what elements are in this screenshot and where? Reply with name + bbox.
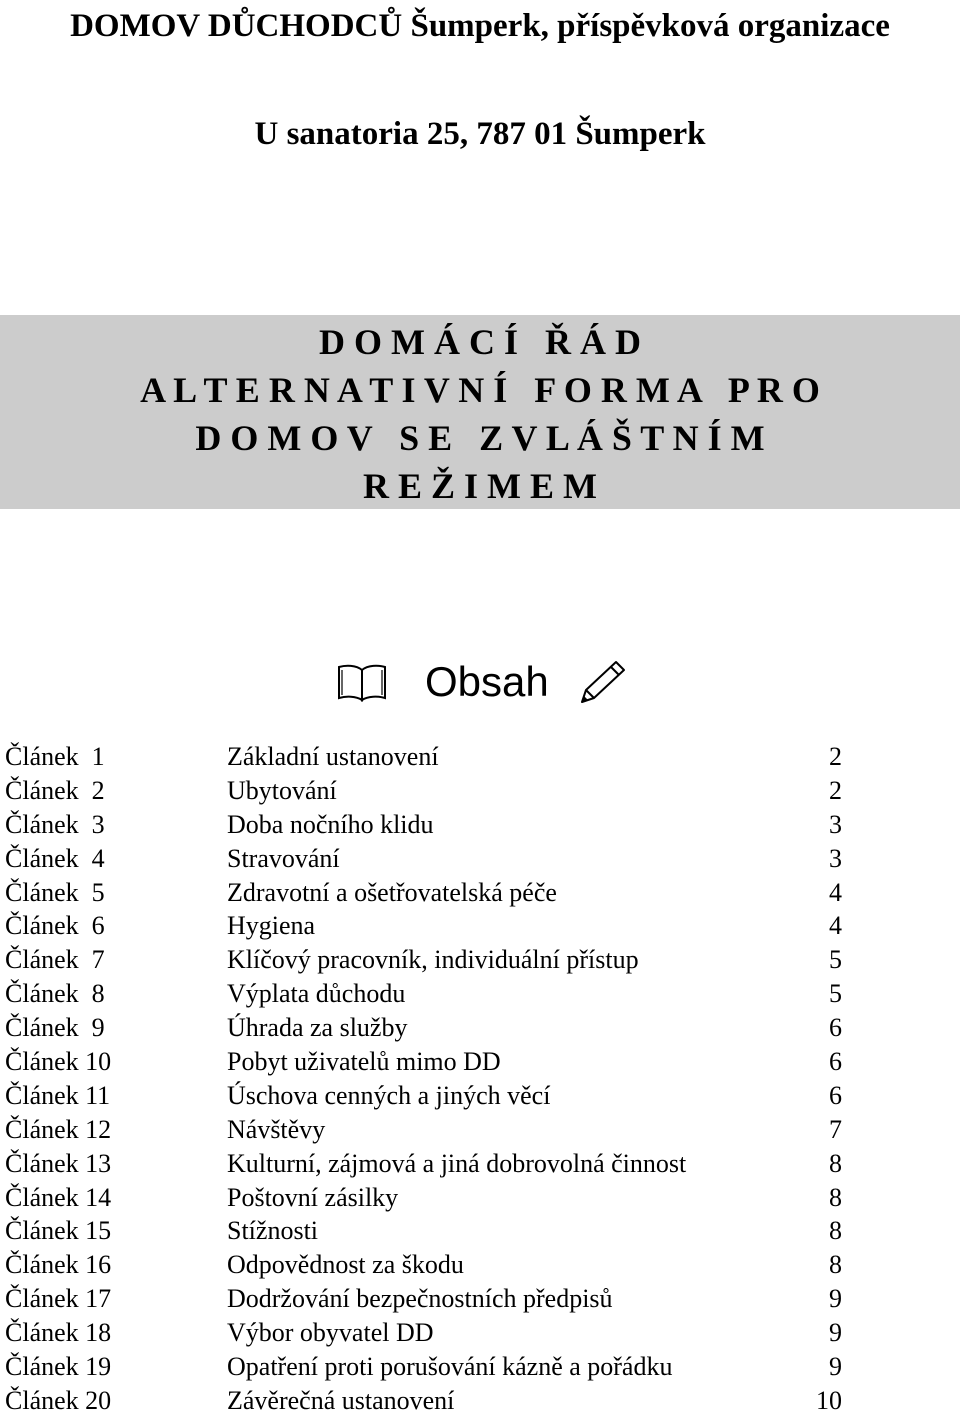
toc-item-title: Stížnosti — [227, 1216, 319, 1246]
toc-item-article: Článek 7 — [5, 945, 105, 975]
toc-item-article: Článek 2 — [5, 775, 105, 805]
toc-item-title: Základní ustanovení — [227, 742, 439, 771]
toc-item-page: 3 — [829, 809, 842, 839]
toc-item-title: Hygiena — [227, 911, 316, 941]
toc-item-article: Článek 12 — [5, 1114, 112, 1144]
toc-item-title: Úhrada za služby — [227, 1013, 408, 1043]
toc-item — [0, 943, 960, 977]
toc-item-article: Článek 5 — [5, 877, 105, 907]
toc-item — [0, 774, 960, 808]
toc-heading-text: Obsah — [425, 658, 549, 705]
toc-item-title: Návštěvy — [227, 1114, 326, 1144]
toc-heading — [0, 650, 960, 714]
toc-item-article: Článek 4 — [5, 843, 105, 873]
book-icon — [336, 662, 388, 702]
toc-item-article: Článek 9 — [5, 1013, 105, 1043]
toc-item-page: 5 — [829, 945, 842, 975]
toc-item-page: 5 — [829, 979, 842, 1009]
toc-item-page: 10 — [816, 1385, 842, 1415]
toc-item-title: Odpovědnost za škodu — [227, 1250, 464, 1280]
toc-item-page: 9 — [829, 1352, 842, 1382]
toc-item — [0, 876, 960, 910]
document-title-line: D O M Á C Í Ř Á D — [319, 322, 641, 362]
toc-item-page: 8 — [829, 1182, 842, 1212]
toc-item-article: Článek 20 — [5, 1385, 112, 1415]
toc-item-page: 7 — [829, 1114, 842, 1144]
toc-item — [0, 1350, 960, 1384]
toc-item-page: 2 — [829, 775, 842, 805]
toc-item-page: 2 — [829, 742, 842, 771]
toc-item-article: Článek 6 — [5, 911, 105, 941]
toc-item-page: 6 — [829, 1047, 842, 1077]
toc-item — [0, 808, 960, 842]
toc-item-article: Článek 16 — [5, 1250, 112, 1280]
toc-item — [0, 1384, 960, 1418]
toc-item-title: Pobyt uživatelů mimo DD — [227, 1047, 501, 1077]
toc-item-page: 8 — [829, 1148, 842, 1178]
toc-item-article: Článek 13 — [5, 1148, 112, 1178]
toc-item — [0, 977, 960, 1011]
toc-item — [0, 842, 960, 876]
document-title-line: A L T E R N A T I V N Í F O R M A P R O — [140, 370, 820, 410]
document-title-band — [0, 315, 960, 509]
toc-item-article: Článek 10 — [5, 1047, 112, 1077]
toc-item-article: Článek 1 — [5, 742, 105, 771]
toc-item-article: Článek 11 — [5, 1080, 111, 1110]
document-title-line: R E Ž I M E M — [363, 466, 597, 506]
toc-item-article: Článek 17 — [5, 1284, 112, 1314]
toc-item-page: 4 — [829, 877, 842, 907]
toc-item-title: Závěrečná ustanovení — [227, 1385, 455, 1415]
toc-item — [0, 1147, 960, 1181]
toc-item-page: 9 — [829, 1284, 842, 1314]
toc-item — [0, 1316, 960, 1350]
toc-item-article: Článek 8 — [5, 979, 105, 1009]
toc-item-title: Doba nočního klidu — [227, 809, 434, 839]
toc-item-article: Článek 14 — [5, 1182, 112, 1212]
toc-item-title: Ubytování — [227, 775, 337, 805]
toc-item-title: Opatření proti porušování kázně a pořádku — [227, 1352, 673, 1382]
pencil-icon — [578, 658, 628, 706]
toc-item-title: Klíčový pracovník, individuální přístup — [227, 945, 639, 975]
toc-item — [0, 1181, 960, 1215]
toc-item-title: Dodržování bezpečnostních předpisů — [227, 1284, 613, 1314]
toc-item — [0, 909, 960, 943]
toc-item-page: 4 — [829, 911, 842, 941]
toc-item-title: Poštovní zásilky — [227, 1182, 399, 1212]
toc-item-title: Výbor obyvatel DD — [227, 1318, 434, 1348]
toc-item-title: Zdravotní a ošetřovatelská péče — [227, 877, 557, 907]
toc-list — [0, 740, 960, 1418]
toc-item-page: 6 — [829, 1080, 842, 1110]
toc-item-title: Stravování — [227, 843, 340, 873]
toc-item-page: 8 — [829, 1250, 842, 1280]
toc-item — [0, 1011, 960, 1045]
document-title-line: D O M O V S E Z V L Á Š T N Í M — [195, 418, 765, 458]
organization-address: U sanatoria 25, 787 01 Šumperk — [254, 116, 706, 152]
toc-item — [0, 1045, 960, 1079]
toc-item-page: 8 — [829, 1216, 842, 1246]
toc-item-article: Článek 15 — [5, 1216, 112, 1246]
toc-item-title: Kulturní, zájmová a jiná dobrovolná činnost — [227, 1148, 687, 1178]
toc-item-page: 3 — [829, 843, 842, 873]
organization-name: DOMOV DŮCHODCŮ Šumperk, příspěvková organizace — [70, 8, 890, 44]
toc-item — [0, 1214, 960, 1248]
toc-item — [0, 740, 960, 774]
toc-item-article: Článek 18 — [5, 1318, 112, 1348]
toc-item — [0, 1113, 960, 1147]
document-title — [0, 315, 960, 510]
toc-item — [0, 1079, 960, 1113]
toc-item — [0, 1282, 960, 1316]
toc-item — [0, 1248, 960, 1282]
toc-item-article: Článek 19 — [5, 1352, 112, 1382]
toc-item-page: 6 — [829, 1013, 842, 1043]
toc-item-page: 9 — [829, 1318, 842, 1348]
toc-item-title: Výplata důchodu — [227, 979, 406, 1009]
toc-item-article: Článek 3 — [5, 809, 105, 839]
toc-item-title: Úschova cenných a jiných věcí — [227, 1080, 551, 1110]
